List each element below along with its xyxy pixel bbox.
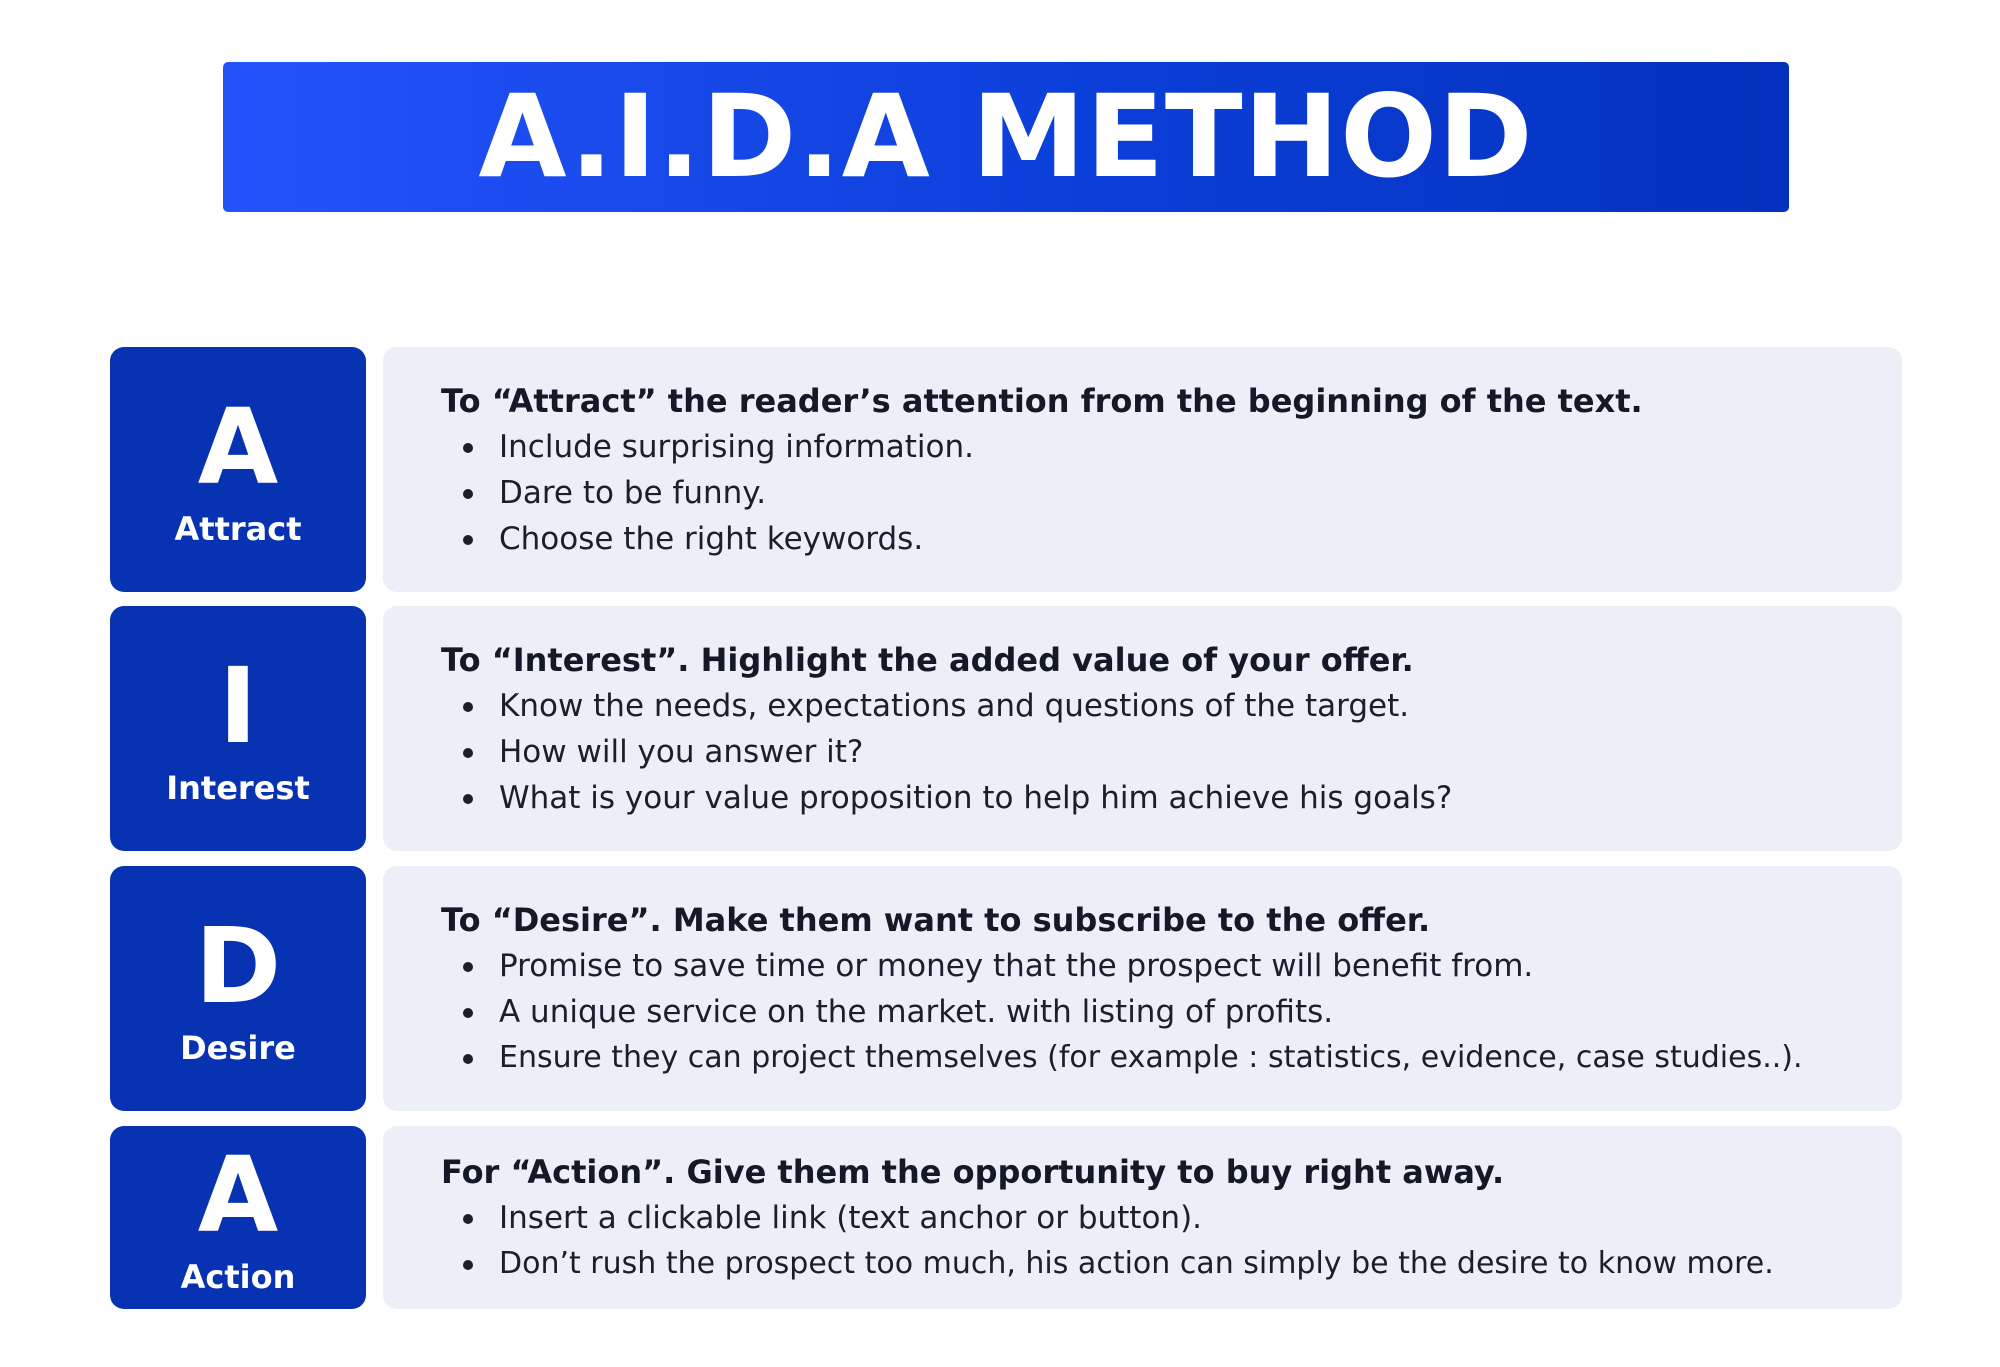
bullet-item <box>441 1195 1902 1241</box>
content-box-desire <box>383 866 1902 1111</box>
bullet-dot-icon <box>463 1054 473 1064</box>
bullet-dot-icon <box>463 794 473 804</box>
bullet-list <box>441 683 1902 821</box>
bullet-text: Promise to save time or money that the prospect will benefit from. <box>499 947 1534 984</box>
bullet-dot-icon <box>463 489 473 499</box>
bullet-text: Insert a clickable link (text anchor or button). <box>499 1199 1203 1236</box>
step-letter: D <box>194 904 282 1027</box>
bullet-item <box>441 424 1902 470</box>
step-heading: To “Desire”. Make them want to subscribe to the offer. <box>441 900 1431 939</box>
step-heading: To “Attract” the reader’s attention from the beginning of the text. <box>441 381 1643 420</box>
bullet-dot-icon <box>463 962 473 972</box>
bullet-text: Ensure they can project themselves (for example : statistics, evidence, case studies..). <box>499 1039 1803 1075</box>
bullet-item <box>441 1035 1902 1081</box>
bullet-dot-icon <box>463 535 473 545</box>
bullet-text: A unique service on the market. with listing of profits. <box>499 993 1334 1030</box>
step-word: Desire <box>180 1028 296 1067</box>
step-word: Attract <box>174 509 302 548</box>
bullet-item <box>441 1241 1902 1287</box>
bullet-item <box>441 989 1902 1035</box>
step-word: Action <box>180 1257 296 1296</box>
bullet-list <box>441 424 1902 562</box>
page-title: A.I.D.A METHOD <box>478 70 1534 203</box>
bullet-item <box>441 943 1902 989</box>
bullet-text: Choose the right keywords. <box>499 520 924 557</box>
bullet-list <box>441 943 1902 1081</box>
bullet-item <box>441 516 1902 562</box>
bullet-dot-icon <box>463 702 473 712</box>
bullet-dot-icon <box>463 1214 473 1224</box>
bullet-text: Know the needs, expectations and questions of the target. <box>499 687 1410 724</box>
letter-box-attract <box>110 347 366 592</box>
letter-box-action <box>110 1126 366 1309</box>
bullet-dot-icon <box>463 1260 473 1270</box>
content-box-attract <box>383 347 1902 592</box>
bullet-list <box>441 1195 1902 1287</box>
bullet-text: Don’t rush the prospect too much, his action can simply be the desire to know more. <box>499 1245 1774 1281</box>
step-heading: For “Action”. Give them the opportunity to buy right away. <box>441 1152 1505 1191</box>
bullet-item <box>441 729 1902 775</box>
letter-box-interest <box>110 606 366 851</box>
bullet-dot-icon <box>463 443 473 453</box>
bullet-dot-icon <box>463 1008 473 1018</box>
bullet-text: How will you answer it? <box>499 733 864 770</box>
bullet-text: Include surprising information. <box>499 428 974 465</box>
letter-box-desire <box>110 866 366 1111</box>
bullet-item <box>441 470 1902 516</box>
title-banner <box>223 62 1789 212</box>
step-heading: To “Interest”. Highlight the added value of your offer. <box>441 640 1414 679</box>
bullet-dot-icon <box>463 748 473 758</box>
bullet-text: What is your value proposition to help him achieve his goals? <box>499 779 1453 816</box>
content-box-action <box>383 1126 1902 1309</box>
content-box-interest <box>383 606 1902 851</box>
step-word: Interest <box>166 768 310 807</box>
step-letter: A <box>197 1133 279 1256</box>
bullet-item <box>441 775 1902 821</box>
step-letter: I <box>218 644 258 767</box>
step-letter: A <box>197 385 279 508</box>
bullet-item <box>441 683 1902 729</box>
bullet-text: Dare to be funny. <box>499 474 767 511</box>
